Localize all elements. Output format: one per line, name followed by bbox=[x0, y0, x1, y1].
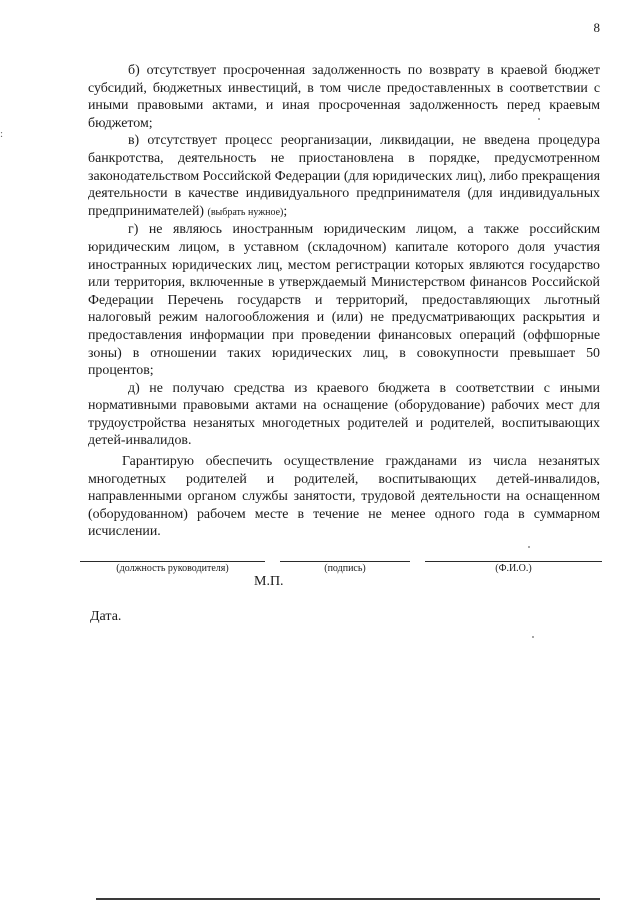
paragraph-v bbox=[88, 132, 600, 221]
footer-rule bbox=[96, 898, 600, 900]
position-signature-line bbox=[80, 561, 265, 562]
paragraph-d: д) не получаю средства из краевого бюджета в соответствии с иными нормативными правовыми актами на оснащение (оборудование) рабочих мест для трудоустройства незанятых многодетных родителей и родителей, воспитывающих детей-инвалидов. bbox=[88, 380, 600, 449]
document-body bbox=[88, 62, 600, 541]
stamp-place-label: М.П. bbox=[254, 574, 284, 589]
name-caption: (Ф.И.О.) bbox=[495, 563, 532, 574]
paragraph-guarantee: Гарантирую обеспечить осуществление гражданами из числа незанятых многодетных родителей и родителей, воспитывающих детей-инвалидов, направленными органом службы занятости, трудовой деятельности на оснащенном (оборудованном) рабочем месте в течение не менее одного года в суммарном исчислении. bbox=[88, 454, 600, 540]
position-caption: (должность руководителя) bbox=[116, 563, 229, 574]
name-signature-line bbox=[425, 561, 602, 562]
signature-line bbox=[280, 561, 410, 562]
paragraph-b: б) отсутствует просроченная задолженность по возврату в краевой бюджет субсидий, бюджетных инвестиций, в том числе предоставленных в соответствии с иными правовыми актами, и иная просроченная задолженность перед краевым бюджетом; bbox=[88, 63, 600, 131]
scan-speck bbox=[538, 118, 540, 120]
paragraph-v-text: в) отсутствует процесс реорганизации, ликвидации, не введена процедура банкротства, деятельность не приостановлена в порядке, предусмотренном законодательством Российской Федерации (для юридических лиц), либо прекращения деятельности в качестве индивидуального предпринимателя (для индивидуальных предпринимателей) bbox=[88, 133, 600, 219]
paragraph-v-note: (выбрать нужное) bbox=[207, 206, 284, 218]
signature-caption: (подпись) bbox=[324, 563, 366, 574]
scan-speck bbox=[528, 546, 530, 548]
scan-speck bbox=[532, 636, 534, 638]
binding-edge-mark: : bbox=[0, 128, 4, 140]
page-number: 8 bbox=[593, 20, 600, 35]
date-label: Дата. bbox=[90, 609, 122, 624]
paragraph-v-end: ; bbox=[283, 203, 288, 219]
paragraph-g: г) не являюсь иностранным юридическим лицом, а также российским юридическим лицом, в уставном (складочном) капитале которого доля участия иностранных юридических лиц, местом регистрации которых являются государство или территория, включенные в утверждаемый Министерством финансов Российской Федерации Перечень государств и территорий, предоставляющих льготный налоговый режим налогообложения и (или) не предусматривающих раскрытия и предоставления информации при проведении финансовых операций (оффшорные зоны) в отношении таких юридических лиц, в совокупности превышает 50 процентов; bbox=[88, 222, 600, 379]
